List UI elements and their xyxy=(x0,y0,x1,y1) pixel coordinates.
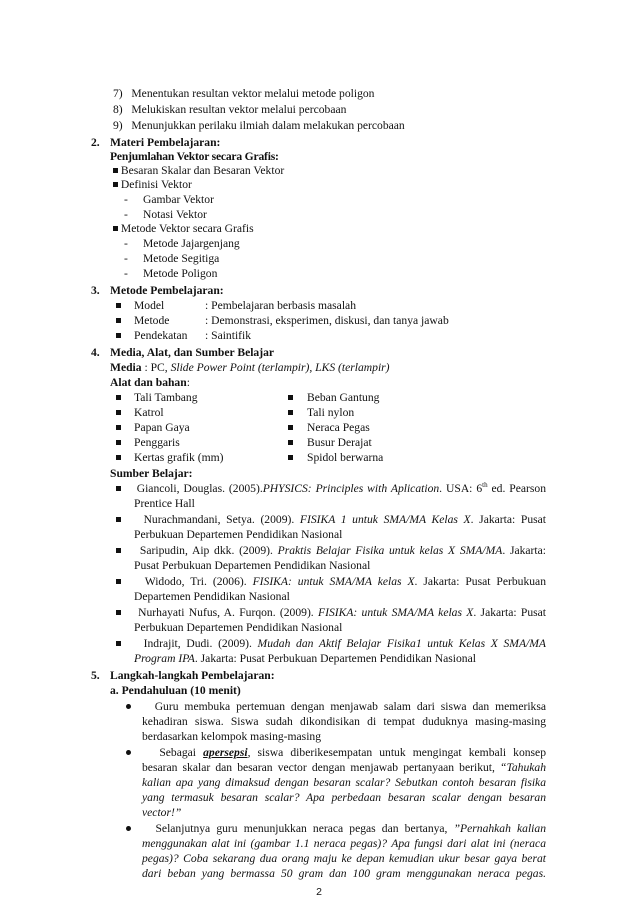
tool-item xyxy=(288,451,384,464)
source-text: Nurhayati Nufus, A. Furqon. (2009). xyxy=(138,606,318,619)
round-bullet-icon xyxy=(126,704,131,709)
square-bullet-icon xyxy=(116,455,121,460)
step-paragraph xyxy=(126,746,546,759)
method-row xyxy=(116,299,516,312)
step-paragraph-cont: berdasarkan kelompok masing-masing xyxy=(142,730,322,743)
step-paragraph xyxy=(126,822,546,835)
step-text: Sebagai xyxy=(159,746,204,759)
source-entry-cont: Pusat Perbukuan Departemen Pendidikan Nasional xyxy=(134,559,371,572)
square-bullet-icon xyxy=(116,395,121,400)
item-number: 8) xyxy=(113,103,123,116)
source-text: ed. Pearson xyxy=(487,482,546,495)
superscript: th xyxy=(482,481,488,490)
source-title: Praktis Belajar Fisika untuk kelas X SMA/MA xyxy=(277,544,503,557)
source-entry-cont: Perbukuan Departemen Pendidikan Nasional xyxy=(134,621,343,634)
source-text: . Jakarta: xyxy=(502,544,546,557)
section-2-subtitle: Penjumlahan Vektor secara Grafis: xyxy=(110,150,279,163)
tool-text: Busur Derajat xyxy=(307,436,372,449)
square-bullet-icon xyxy=(116,579,121,584)
media-label: Media xyxy=(110,361,142,374)
method-row xyxy=(116,314,516,327)
step-quote-cont: vector!” xyxy=(142,806,182,819)
dash-item xyxy=(124,208,207,221)
step-quote-cont: kalian apa yang dimaksud dengan besaran scalar? Sebutkan contoh besaran fisika xyxy=(142,776,546,789)
step-paragraph-cont: kehadiran siswa. Siswa sudah dikondisikan di tempat duduknya masing-masing xyxy=(142,715,546,728)
dash-item xyxy=(124,252,220,265)
tool-item xyxy=(288,436,372,449)
square-bullet-icon xyxy=(113,168,118,173)
tool-text: Katrol xyxy=(134,406,164,419)
apersepsi-term: apersepsi xyxy=(203,746,248,759)
source-text: Nurachmandani, Setya. (2009). xyxy=(143,513,300,526)
dash-text: Metode Jajargenjang xyxy=(143,237,240,250)
square-bullet-icon xyxy=(116,425,121,430)
source-entry xyxy=(116,575,546,588)
step-text: , siswa diberikesempatan untuk mengingat kembali konsep xyxy=(247,746,547,759)
dash-text: Notasi Vektor xyxy=(143,208,207,221)
source-title: FISIKA 1 untuk SMA/MA Kelas X xyxy=(299,513,471,526)
square-bullet-icon xyxy=(288,410,293,415)
method-key: Pendekatan xyxy=(134,329,188,342)
source-text: Giancoli, Douglas. (2005). xyxy=(136,482,263,495)
step-quote-cont: menggunakan alat ini (gambar 1.1 neraca pegas)? Apa fungsi dari alat ini (neraca xyxy=(142,837,546,850)
tool-item xyxy=(116,391,198,404)
source-text: . Jakarta: Pusat xyxy=(470,513,546,526)
source-text: Indrajit, Dudi. (2009). xyxy=(143,637,258,650)
dash-text: Metode Poligon xyxy=(143,267,218,280)
source-title: Mudah dan Aktif Belajar Fisika1 untuk Kelas X SMA/MA xyxy=(257,637,546,650)
dash: - xyxy=(124,193,128,206)
square-bullet-icon xyxy=(288,395,293,400)
step-quote: “Tahukah xyxy=(500,761,546,774)
section-2-number: 2. xyxy=(91,136,100,149)
source-text: Saripudin, Aip dkk. (2009). xyxy=(139,544,278,557)
section-4-number: 4. xyxy=(91,346,100,359)
item-number: 9) xyxy=(113,119,123,132)
item-text: Menentukan resultan vektor melalui metode poligon xyxy=(131,87,375,100)
method-value: : Demonstrasi, eksperimen, diskusi, dan tanya jawab xyxy=(205,314,449,327)
bullet-scalar-vector xyxy=(113,164,284,177)
media-italic: Slide Power Point (terlampir), LKS (terlampir) xyxy=(170,361,390,374)
media-text: : PC, xyxy=(141,361,171,374)
step-text: Guru membuka pertemuan dengan menjawab salam dari siswa dan memeriksa xyxy=(154,700,546,713)
tool-item xyxy=(288,391,380,404)
source-entry-cont: Perbukuan Departemen Pendidikan Nasional xyxy=(134,528,343,541)
dash-item xyxy=(124,237,240,250)
round-bullet-icon xyxy=(126,826,131,831)
tool-item xyxy=(116,406,164,419)
square-bullet-icon xyxy=(116,517,121,522)
source-title: Program IPA xyxy=(134,652,195,665)
method-row xyxy=(116,329,516,342)
tool-item xyxy=(116,451,224,464)
tool-item xyxy=(116,421,190,434)
source-entry xyxy=(116,513,546,526)
tool-text: Neraca Pegas xyxy=(307,421,370,434)
tool-text: Papan Gaya xyxy=(134,421,190,434)
section-3-number: 3. xyxy=(91,284,100,297)
bullet-text: Besaran Skalar dan Besaran Vektor xyxy=(120,164,285,177)
dash-item xyxy=(124,267,218,280)
step-quote: ”Pernahkah kalian xyxy=(453,822,546,835)
item-text: Melukiskan resultan vektor melalui percobaan xyxy=(131,103,347,116)
objective-9 xyxy=(113,119,405,132)
square-bullet-icon xyxy=(288,425,293,430)
method-value: : Saintifik xyxy=(205,329,252,342)
method-key: Model xyxy=(134,299,165,312)
dash: - xyxy=(124,237,128,250)
dash: - xyxy=(124,252,128,265)
square-bullet-icon xyxy=(113,182,118,187)
source-title: FISIKA: untuk SMA/MA kelas X xyxy=(252,575,415,588)
round-bullet-icon xyxy=(126,750,131,755)
square-bullet-icon xyxy=(116,318,121,323)
step-paragraph xyxy=(126,700,546,713)
sumber-label: Sumber Belajar: xyxy=(110,467,193,480)
bullet-vector-definition xyxy=(113,178,192,191)
bullet-text: Metode Vektor secara Grafis xyxy=(120,222,254,235)
method-key: Metode xyxy=(134,314,170,327)
tool-text: Tali nylon xyxy=(307,406,355,419)
square-bullet-icon xyxy=(288,440,293,445)
source-entry xyxy=(116,482,546,495)
section-4-title: Media, Alat, dan Sumber Belajar xyxy=(110,346,275,359)
bullet-graphical-method xyxy=(113,222,254,235)
item-text: Menunjukkan perilaku ilmiah dalam melakukan percobaan xyxy=(131,119,405,132)
media-line xyxy=(110,361,390,374)
square-bullet-icon xyxy=(116,548,121,553)
step-text: besaran skalar dan besaran vector dengan menjawab pertanyaan berikut, xyxy=(142,761,501,774)
square-bullet-icon xyxy=(116,610,121,615)
source-text: . Jakarta: Pusat xyxy=(473,606,547,619)
source-text: . Jakarta: Pusat Perbukuan Departemen Pendidikan Nasional xyxy=(194,652,476,665)
source-entry xyxy=(116,544,546,557)
section-3-title: Metode Pembelajaran: xyxy=(110,284,224,297)
item-number: 7) xyxy=(113,87,123,100)
section-5-title: Langkah-langkah Pembelajaran: xyxy=(110,669,275,682)
dash: - xyxy=(124,208,128,221)
source-entry-cont: Departemen Pendidikan Nasional xyxy=(134,590,290,603)
alat-line xyxy=(110,376,190,389)
step-text: Selanjutnya guru menunjukkan neraca pegas dan bertanya, xyxy=(155,822,454,835)
source-text: . USA: 6 xyxy=(439,482,483,495)
tool-text: Tali Tambang xyxy=(134,391,198,404)
alat-label: Alat dan bahan xyxy=(110,376,187,389)
dash-text: Metode Segitiga xyxy=(143,252,220,265)
method-value: : Pembelajaran berbasis masalah xyxy=(205,299,356,312)
dash-item xyxy=(124,193,214,206)
tool-text: Spidol berwarna xyxy=(307,451,384,464)
section-2-title: Materi Pembelajaran: xyxy=(110,136,221,149)
tool-text: Penggaris xyxy=(134,436,180,449)
bullet-text: Definisi Vektor xyxy=(120,178,192,191)
step-quote-cont: yang termasuk besaran scalar? Apa perbedaan besaran scalar dengan besaran xyxy=(142,791,546,804)
source-entry xyxy=(116,637,546,650)
tool-item xyxy=(288,406,355,419)
source-title: PHYSICS: Principles with Aplication xyxy=(262,482,440,495)
subsection-a-title: a. Pendahuluan (10 menit) xyxy=(110,684,241,697)
square-bullet-icon xyxy=(116,440,121,445)
square-bullet-icon xyxy=(116,486,121,491)
objective-7 xyxy=(113,87,374,100)
square-bullet-icon xyxy=(116,333,121,338)
square-bullet-icon xyxy=(116,641,121,646)
step-paragraph-cont xyxy=(142,761,546,774)
source-title: FISIKA: untuk SMA/MA kelas X xyxy=(318,606,474,619)
objective-8 xyxy=(113,103,346,116)
source-text: . Jakarta: Pusat Perbukuan xyxy=(414,575,547,588)
square-bullet-icon xyxy=(288,455,293,460)
page-number: 2 xyxy=(316,886,322,898)
square-bullet-icon xyxy=(116,410,121,415)
source-entry-cont: Prentice Hall xyxy=(134,497,195,510)
source-entry-cont xyxy=(134,652,476,665)
section-5-number: 5. xyxy=(91,669,100,682)
tool-item xyxy=(288,421,370,434)
square-bullet-icon xyxy=(116,303,121,308)
source-entry xyxy=(116,606,546,619)
alat-colon: : xyxy=(186,376,190,389)
step-quote-cont: dari beban yang bermassa 50 gram dan 100 gram menggunakan neraca pegas. xyxy=(142,867,546,880)
source-text: Widodo, Tri. (2006). xyxy=(144,575,253,588)
tool-text: Beban Gantung xyxy=(307,391,380,404)
square-bullet-icon xyxy=(113,226,118,231)
tool-text: Kertas grafik (mm) xyxy=(134,451,224,464)
step-quote-cont: pegas)? Coba sekarang dua orang maju ke depan kemudian ukur besar gaya berat xyxy=(142,852,546,865)
dash-text: Gambar Vektor xyxy=(143,193,214,206)
tool-item xyxy=(116,436,180,449)
dash: - xyxy=(124,267,128,280)
